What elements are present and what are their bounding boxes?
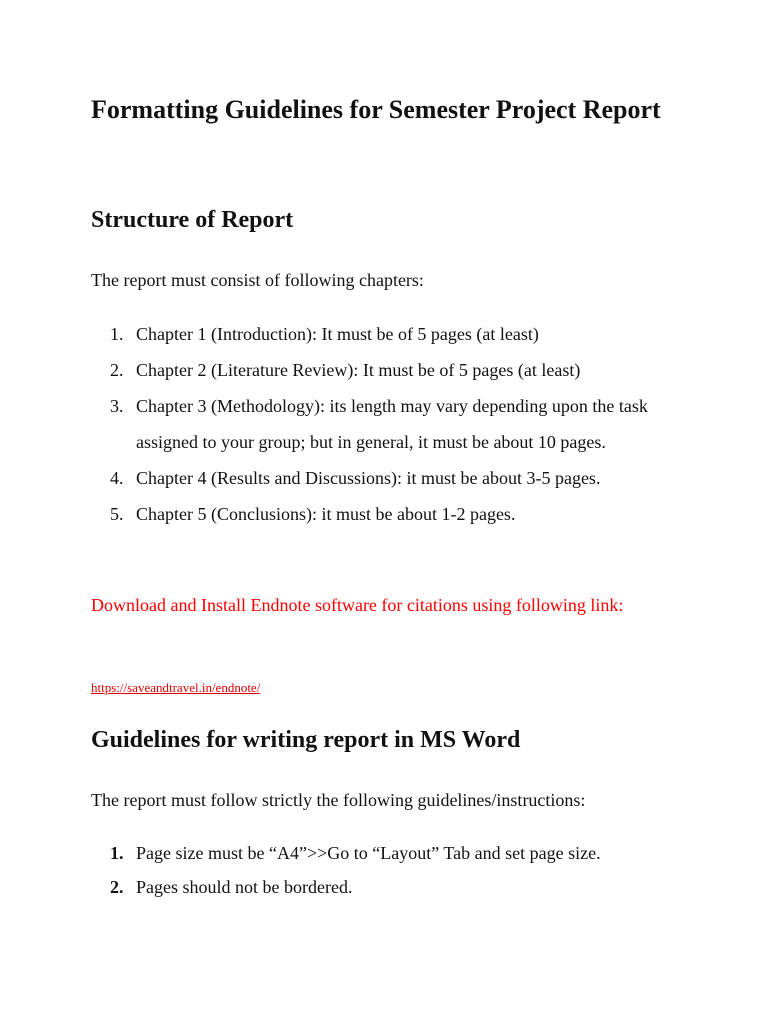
list-item-number: 1. xyxy=(110,324,124,344)
list-item-number: 2. xyxy=(110,360,124,380)
list-item-text: Page size must be “A4”>>Go to “Layout” Tab and set page size. xyxy=(136,843,601,863)
structure-heading: Structure of Report xyxy=(91,207,294,233)
list-item-text: Chapter 4 (Results and Discussions): it must be about 3-5 pages. xyxy=(136,468,601,488)
list-item xyxy=(0,836,696,870)
list-item-number: 2. xyxy=(110,877,124,897)
chapter-list xyxy=(0,316,768,532)
endnote-link[interactable]: https://saveandtravel.in/endnote/ xyxy=(91,680,261,695)
list-item xyxy=(0,496,696,532)
guidelines-intro: The report must follow strictly the following guidelines/instructions: xyxy=(91,790,586,810)
list-item-number: 3. xyxy=(110,396,124,416)
list-item xyxy=(0,352,696,388)
list-item-text: Chapter 3 (Methodology): its length may vary depending upon the task assigned to your group; but in general, it must be about 10 pages. xyxy=(136,396,648,452)
list-item-text: Chapter 1 (Introduction): It must be of 5 pages (at least) xyxy=(136,324,539,344)
endnote-notice: Download and Install Endnote software for citations using following link: xyxy=(91,595,624,615)
list-item-text: Pages should not be bordered. xyxy=(136,877,353,897)
list-item-number: 4. xyxy=(110,468,124,488)
list-item xyxy=(0,388,696,460)
list-item xyxy=(0,870,696,904)
list-item xyxy=(0,460,696,496)
list-item xyxy=(0,316,696,352)
list-item-number: 5. xyxy=(110,504,124,524)
guidelines-heading: Guidelines for writing report in MS Word xyxy=(91,727,521,753)
structure-intro: The report must consist of following chapters: xyxy=(91,270,424,290)
guidelines-list xyxy=(0,836,768,904)
list-item-text: Chapter 5 (Conclusions): it must be about 1-2 pages. xyxy=(136,504,516,524)
list-item-number: 1. xyxy=(110,843,124,863)
document-title: Formatting Guidelines for Semester Project Report xyxy=(91,95,661,124)
list-item-text: Chapter 2 (Literature Review): It must be of 5 pages (at least) xyxy=(136,360,581,380)
